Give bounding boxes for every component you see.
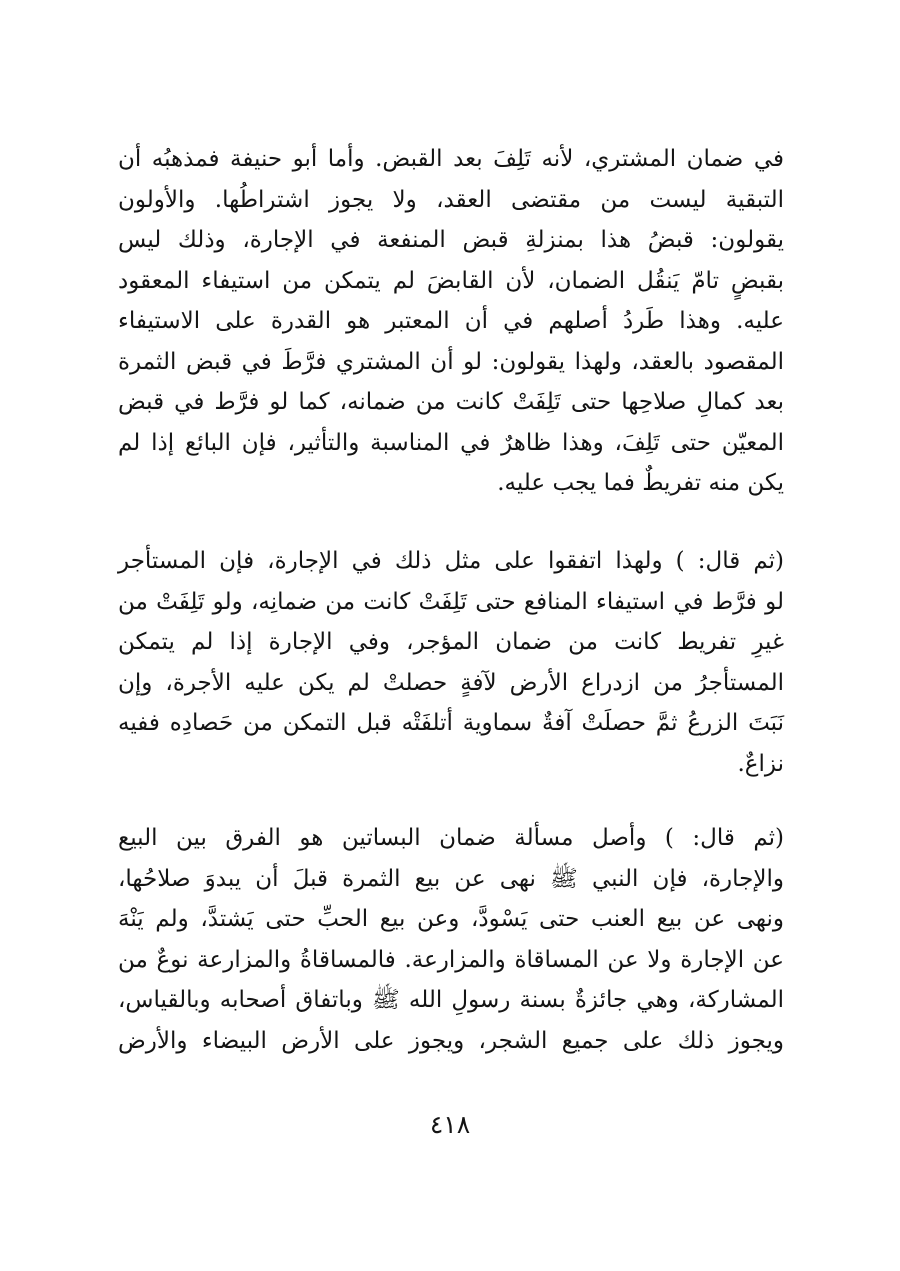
page-number: ٤١٨ [429,1110,471,1139]
paragraph-2 [118,541,784,784]
paragraph-3 [118,818,784,1061]
text-line: (ثم قال: ) وأصل مسألة ضمان البساتين هو الفرق بين البيع [118,825,784,851]
text-line: التبقية ليست من مقتضى العقد، ولا يجوز اشتراطُها. والأولون [118,186,784,213]
text-line: عن الإجارة ولا عن المساقاة والمزارعة. فالمساقاةُ والمزارعة نوعٌ من [118,946,784,973]
text-line: ونهى عن بيع العنب حتى يَسْودَّ، وعن بيع الحبِّ حتى يَشتدَّ، ولم يَنْهَ [118,906,784,932]
text-line: المشاركة، وهي جائزةٌ بسنة رسولِ الله ﷺ وباتفاق أصحابه وبالقياس، [118,987,784,1013]
text-line: نزاعٌ. [737,750,784,777]
text-line: ويجوز ذلك على جميع الشجر، ويجوز على الأرض البيضاء والأرض [118,1027,784,1054]
text-line: غيرِ تفريط كانت من ضمان المؤجر، وفي الإجارة إذا لم يتمكن [118,629,784,655]
text-line: بعد كمالِ صلاحِها حتى تَلِفَتْ كانت من ضمانه، كما لو فرَّط في قبض [118,389,784,415]
paragraph-1 [118,139,784,504]
text-line: عليه. وهذا طَردُ أصلهم في أن المعتبر هو القدرة على الاستيفاء [118,308,784,334]
text-line: (ثم قال: ) ولهذا اتفقوا على مثل ذلك في الإجارة، فإن المستأجر [118,548,784,574]
text-line: لو فرَّط في استيفاء المنافع حتى تَلِفَتْ كانت من ضمانِه، ولو تَلِفَتْ من [118,588,784,615]
text-line: في ضمان المشتري، لأنه تَلِفَ بعد القبض. وأما أبو حنيفة فمذهبُه أن [118,146,784,172]
text-line: المقصود بالعقد، ولهذا يقولون: لو أن المشتري فرَّطَ في قبض الثمرة [118,348,784,375]
text-line: يكن منه تفريطٌ فما يجب عليه. [497,470,784,496]
text-line: والإجارة، فإن النبي ﷺ نهى عن بيع الثمرة قبلَ أن يبدوَ صلاحُها، [118,865,784,892]
text-line: المعيّن حتى تَلِفَ، وهذا ظاهرٌ في المناسبة والتأثير، فإن البائع إذا لم [118,429,784,456]
text-line: بقبضٍ تامّ يَنقُل الضمان، لأن القابضَ لم يتمكن من استيفاء المعقود [118,267,784,294]
text-line: نَبَتَ الزرعُ ثمَّ حصلَتْ آفةٌ سماوية أتلفَتْه قبل التمكن من حَصادِه ففيه [118,710,784,736]
text-line: المستأجرُ من ازدراع الأرض لآفةٍ حصلتْ لم يكن عليه الأجرة، وإن [118,669,784,696]
text-line: يقولون: قبضُ هذا بمنزلةِ قبض المنفعة في الإجارة، وذلك ليس [118,227,784,253]
